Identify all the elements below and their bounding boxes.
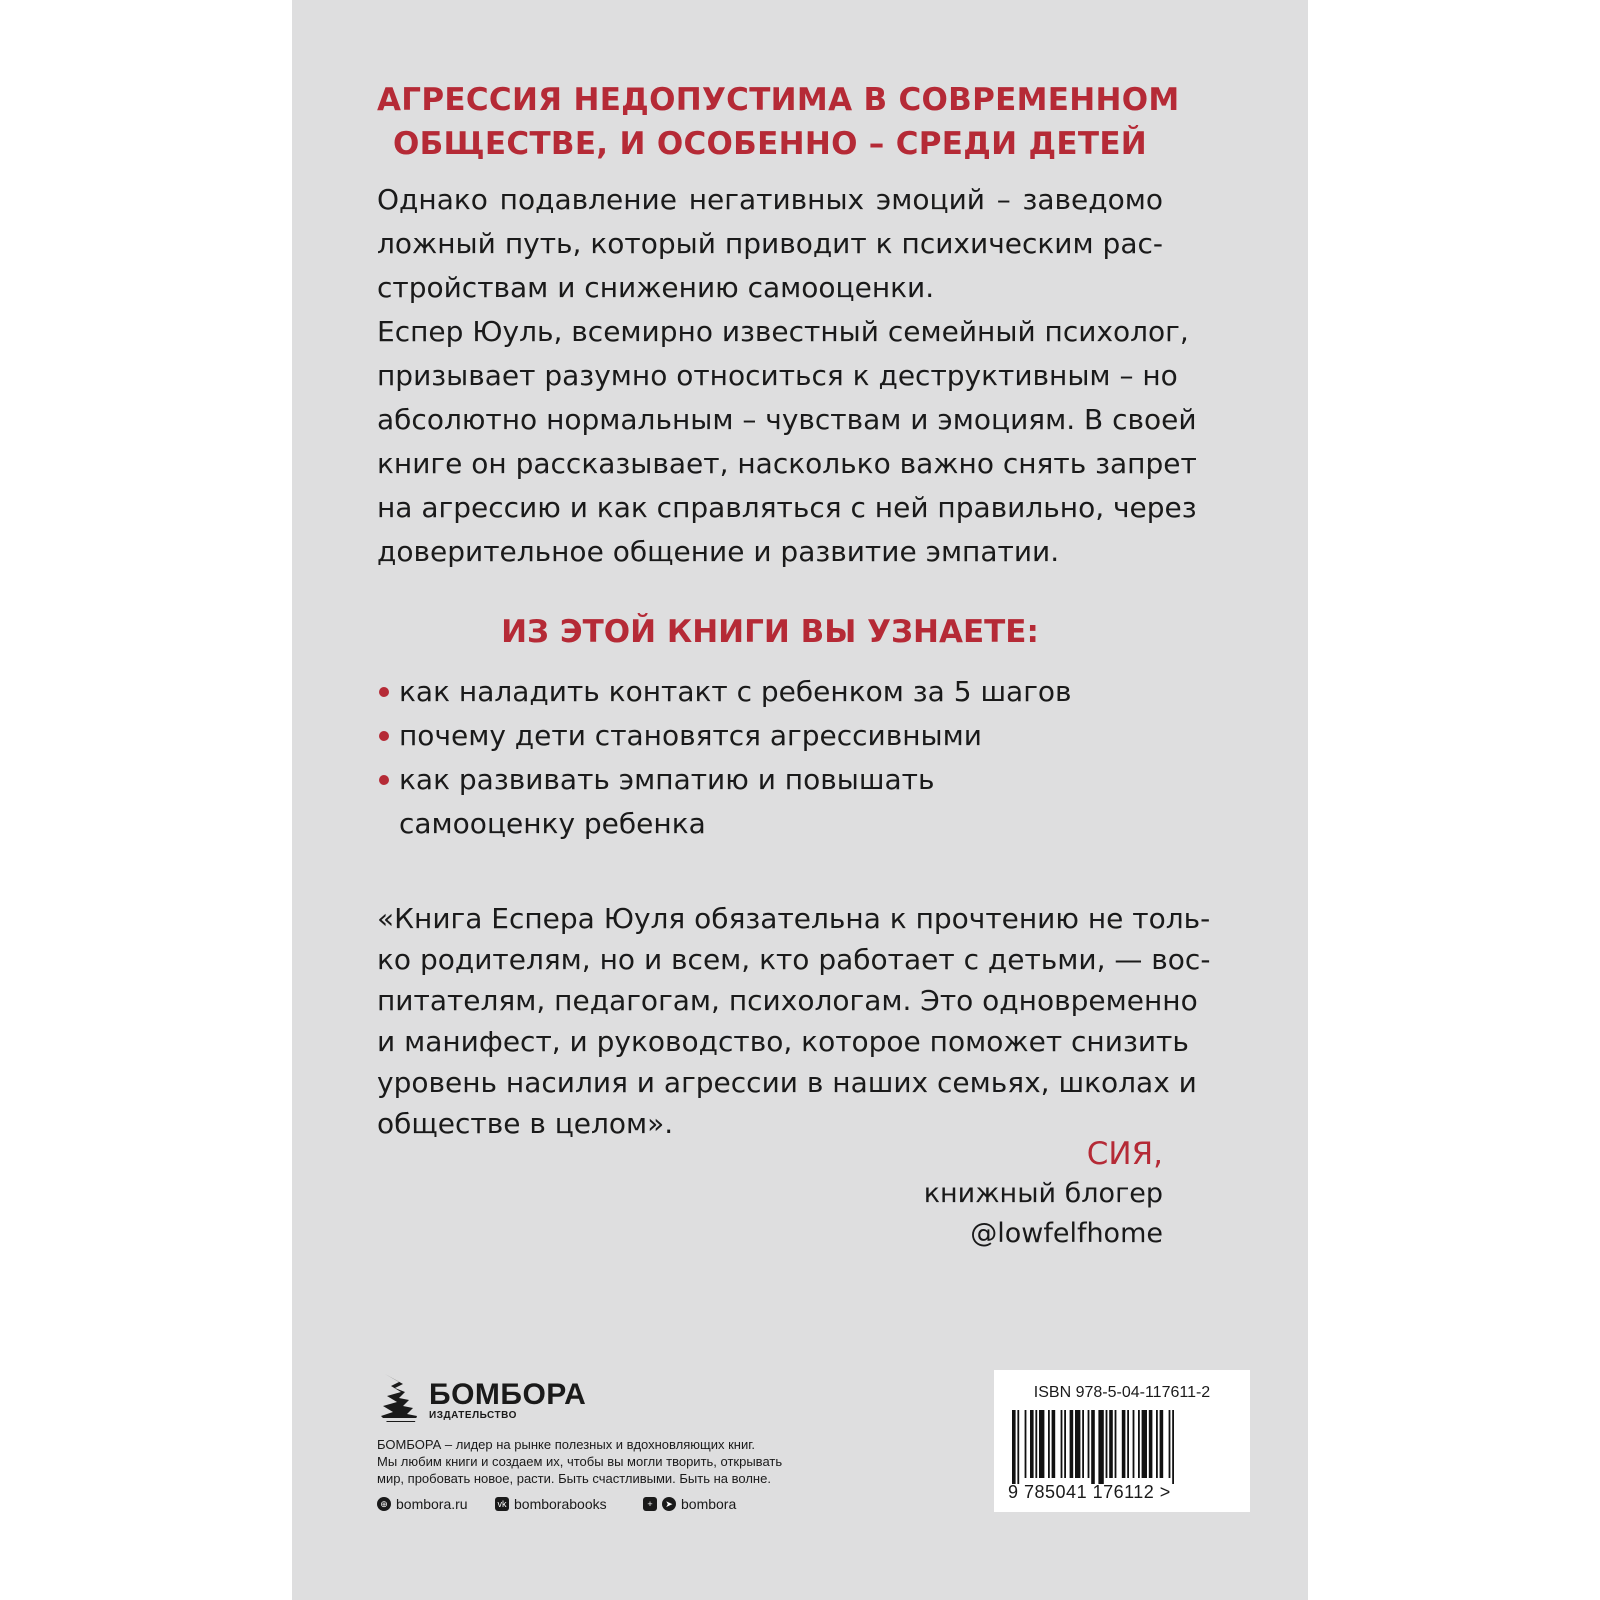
text-line: абсолютно нормальным – чувствам и эмоциям. В своей: [377, 403, 1197, 436]
section-subheading: ИЗ ЭТОЙ КНИГИ ВЫ УЗНАЕТЕ:: [501, 614, 1039, 650]
intro-paragraph: [377, 178, 1163, 310]
text-line: Однако подавление негативных эмоций – заведомо: [377, 183, 1163, 216]
globe-icon: ⊕: [377, 1497, 391, 1511]
text-line: доверительное общение и развитие эмпатии.: [377, 535, 1060, 568]
text-line: мир, пробовать новое, расти. Быть счастливыми. Быть на волне.: [377, 1471, 771, 1486]
list-item: [377, 670, 1163, 714]
text-line: книге он рассказывает, насколько важно снять запрет: [377, 447, 1197, 480]
list-item-text: как наладить контакт с ребенком за 5 шагов: [399, 675, 1072, 708]
text-line: ко родителям, но и всем, кто работает с детьми, — вос-: [377, 943, 1211, 976]
list-item: [377, 714, 1163, 758]
headline-line: ОБЩЕСТВЕ, И ОСОБЕННО – СРЕДИ ДЕТЕЙ: [392, 126, 1148, 162]
telegram-label: bombora: [681, 1496, 737, 1512]
publisher-logo: [377, 1372, 617, 1424]
website-label: bombora.ru: [396, 1496, 468, 1512]
text-line: Еспер Юуль, всемирно известный семейный психолог,: [377, 315, 1189, 348]
publisher-links: [377, 1496, 837, 1516]
benefits-list: [377, 670, 1163, 846]
publisher-brand: БОМБОРА: [429, 1378, 587, 1411]
website-link[interactable]: [377, 1496, 468, 1512]
barcode-digits: 9 785041 176112 >: [1008, 1482, 1171, 1502]
barcode-icon: [1012, 1410, 1232, 1484]
plus-icon: +: [643, 1497, 657, 1511]
text-line: обществе в целом».: [377, 1107, 674, 1140]
text-line: «Книга Еспера Юуля обязательна к прочтению не толь-: [377, 902, 1211, 935]
publisher-description: [377, 1436, 857, 1487]
text-line: питателям, педагогам, психологам. Это одновременно: [377, 984, 1198, 1017]
text-line: стройствам и снижению самооценки.: [377, 271, 935, 304]
publisher-subtitle: ИЗДАТЕЛЬСТВО: [429, 1410, 517, 1421]
list-item: [377, 758, 1119, 846]
text-line: Мы любим книги и создаем их, чтобы вы могли творить, открывать: [377, 1454, 783, 1469]
text-line: ложный путь, который приводит к психическим рас-: [377, 227, 1163, 260]
attribution-name: СИЯ,: [1086, 1136, 1163, 1172]
list-item-text: почему дети становятся агрессивными: [399, 719, 982, 752]
text-line: БОМБОРА – лидер на рынке полезных и вдохновляющих книг.: [377, 1437, 755, 1452]
text-line: уровень насилия и агрессии в наших семьях, школах и: [377, 1066, 1197, 1099]
bullet-dot-icon: [379, 775, 389, 785]
body-paragraph: [377, 310, 1197, 574]
vk-link[interactable]: [495, 1496, 607, 1512]
bullet-dot-icon: [379, 731, 389, 741]
attribution-role: книжный блогер: [923, 1178, 1163, 1209]
isbn-barcode: [994, 1370, 1250, 1512]
vk-label: bomborabooks: [514, 1496, 607, 1512]
bullet-dot-icon: [379, 687, 389, 697]
text-line: на агрессию и как справляться с ней правильно, через: [377, 491, 1197, 524]
headline-line: АГРЕССИЯ НЕДОПУСТИМА В СОВРЕМЕННОМ: [377, 82, 1180, 118]
list-item-text: как развивать эмпатию и повышать самооценку ребенка: [399, 763, 935, 840]
isbn-label: ISBN 978-5-04-117611-2: [1033, 1384, 1211, 1401]
blogger-quote: [377, 898, 1211, 1144]
quote-attribution: [924, 1134, 1163, 1254]
text-line: призывает разумно относиться к деструктивным – но: [377, 359, 1178, 392]
telegram-icon: ➤: [662, 1497, 676, 1511]
headline: [377, 78, 1180, 166]
attribution-handle: @lowfelfhome: [970, 1218, 1163, 1249]
telegram-link[interactable]: [643, 1496, 736, 1512]
vk-icon: vk: [495, 1497, 509, 1511]
book-back-cover: [292, 0, 1308, 1600]
text-line: и манифест, и руководство, которое поможет снизить: [377, 1025, 1189, 1058]
bombora-logo-icon: [377, 1372, 425, 1424]
